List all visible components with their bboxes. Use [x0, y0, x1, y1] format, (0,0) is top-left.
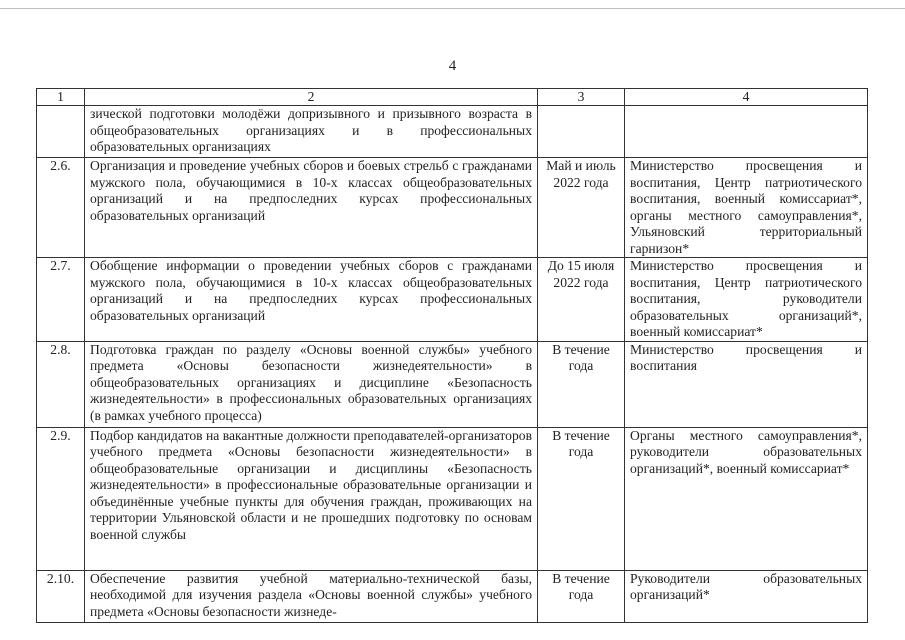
row-activity: Подбор кандидатов на вакантные должности преподавателей-организаторов учебного предмета «Основы безопасности жизнедеятельности» в общеобразовательные организации и дисциплины «Безопасность жизнедеятельности» в профессиональные образовательные организации и объединённые учебные пункты для обучения граждан, проживающих на территории Ульяновской области и не прошедших подготовку по основам военной службы — [85, 427, 538, 570]
row-activity: Обеспечение развития учебной материально-технической базы, необходимой для изучения раздела «Основы военной службы» учебного предмета «Основы безопасности жизнеде- — [85, 570, 538, 622]
header-cell: 4 — [625, 89, 868, 106]
row-responsible: Министерство просвещения и воспитания — [625, 341, 868, 427]
row-number: 2.9. — [37, 427, 85, 570]
row-period: Май и июль 2022 года — [538, 158, 625, 258]
plan-table — [36, 88, 868, 623]
row-activity: зической подготовки молодёжи допризывного и призывного возраста в общеобразовательных организациях и в профессиональных образовательных организациях — [85, 106, 538, 158]
header-cell: 2 — [85, 89, 538, 106]
row-period: В течение года — [538, 570, 625, 622]
row-number: 2.7. — [37, 258, 85, 342]
row-activity: Организация и проведение учебных сборов и боевых стрельб с гражданами мужского пола, обучающимися в 10-х классах общеобразовательных организаций и на предпоследних курсах профессиональных образовательных организаций — [85, 158, 538, 258]
table-row — [37, 258, 868, 342]
row-number: 2.8. — [37, 341, 85, 427]
row-responsible — [625, 106, 868, 158]
table-header-row — [37, 89, 868, 106]
table-row — [37, 427, 868, 570]
table-row — [37, 106, 868, 158]
table-row — [37, 158, 868, 258]
row-number: 2.6. — [37, 158, 85, 258]
row-period — [538, 106, 625, 158]
row-number — [37, 106, 85, 158]
scan-edge-line — [0, 8, 905, 9]
table-row — [37, 570, 868, 622]
row-responsible: Министерство просвещения и воспитания, Центр патриотического воспитания, военный комиссариат*, органы местного самоуправления*, Ульяновский территориальный гарнизон* — [625, 158, 868, 258]
row-responsible: Органы местного самоуправления*, руководители образовательных организаций*, военный комиссариат* — [625, 427, 868, 570]
header-cell: 1 — [37, 89, 85, 106]
row-responsible: Руководители образовательных организаций* — [625, 570, 868, 622]
row-period: В течение года — [538, 341, 625, 427]
row-activity: Подготовка граждан по разделу «Основы военной службы» учебного предмета «Основы безопасности жизнедеятельности» в общеобразовательных организациях и дисциплине «Безопасность жизнедеятельности» в профессиональных образовательных организациях (в рамках учебного процесса) — [85, 341, 538, 427]
row-period: В течение года — [538, 427, 625, 570]
row-number: 2.10. — [37, 570, 85, 622]
page-number: 4 — [448, 58, 457, 74]
row-responsible: Министерство просвещения и воспитания, Центр патриотического воспитания, руководители образовательных организаций*, военный комиссариат* — [625, 258, 868, 342]
row-activity: Обобщение информации о проведении учебных сборов с гражданами мужского пола, обучающимися в 10-х классах общеобразовательных организаций и на предпоследних курсах профессиональных образовательных организаций — [85, 258, 538, 342]
header-cell: 3 — [538, 89, 625, 106]
row-period: До 15 июля 2022 года — [538, 258, 625, 342]
table-row — [37, 341, 868, 427]
